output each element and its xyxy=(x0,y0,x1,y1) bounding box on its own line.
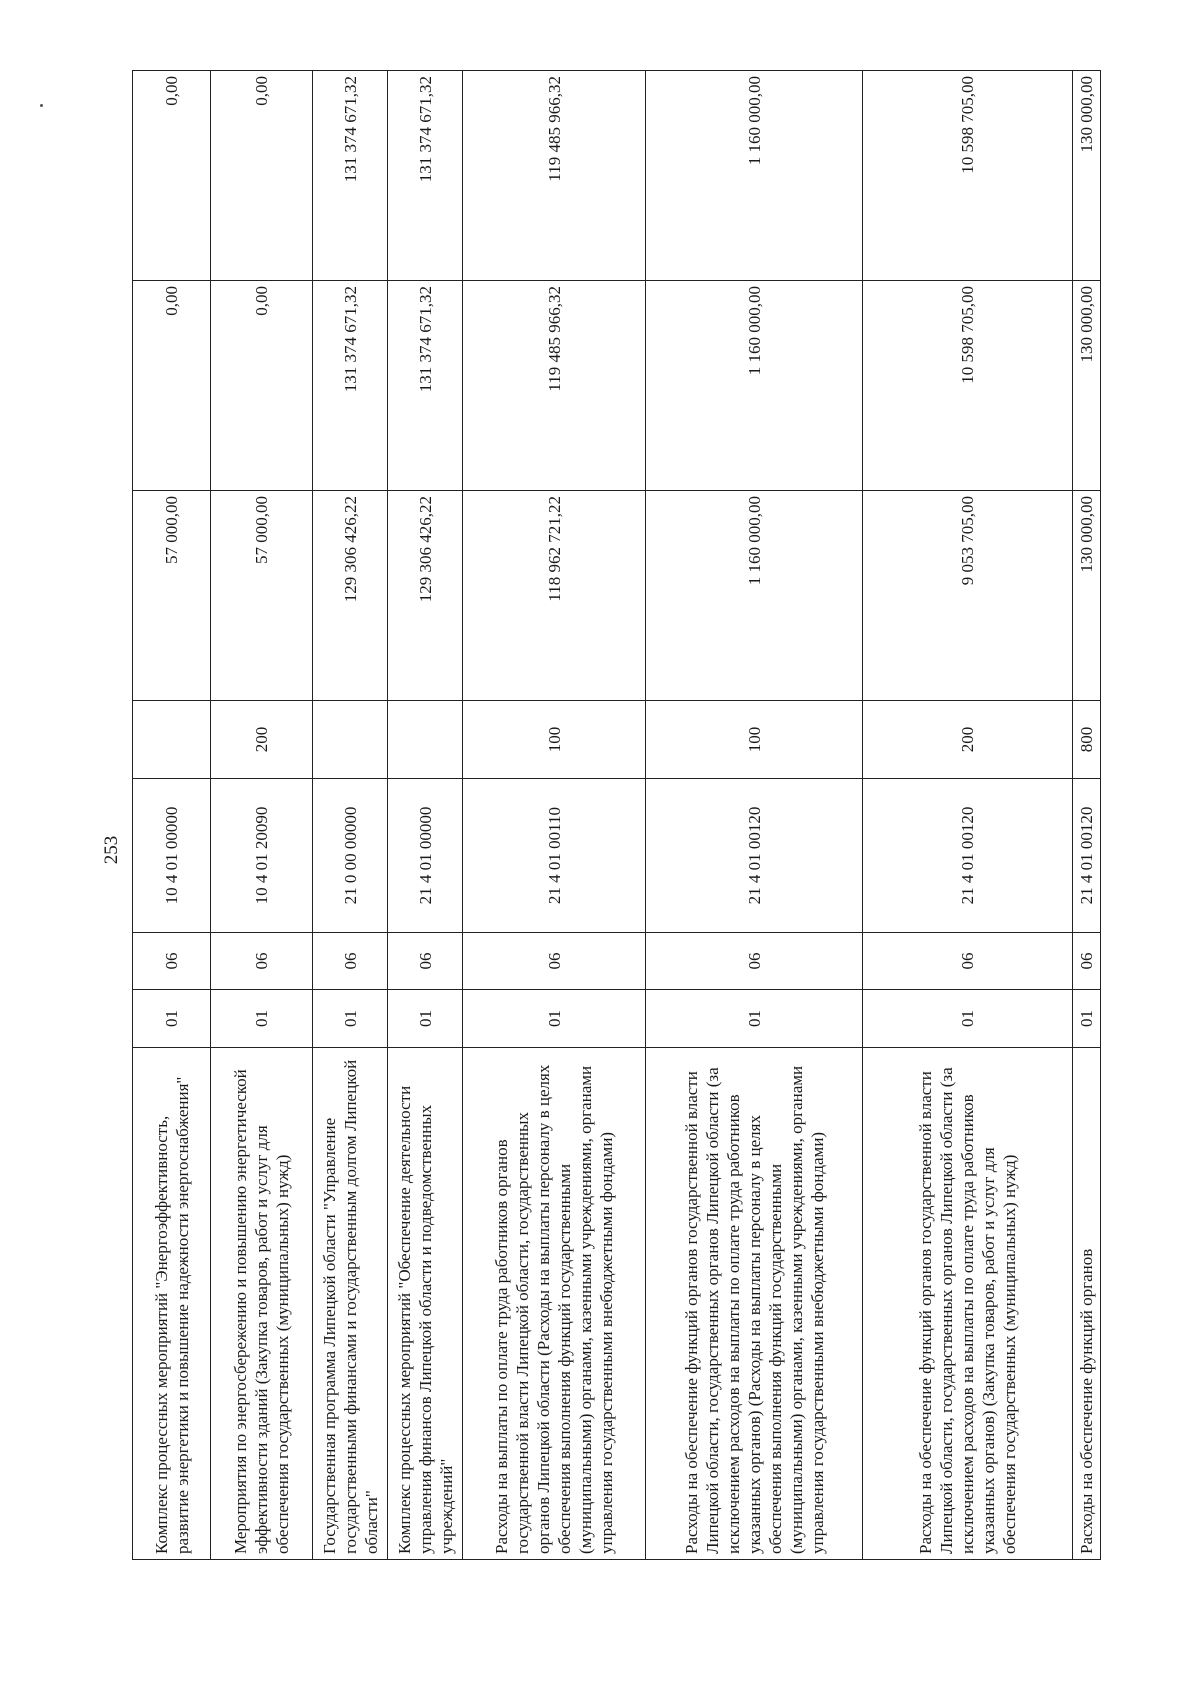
amount-year-1: 57 000,00 xyxy=(211,491,313,701)
target-article: 21 4 01 00120 xyxy=(863,779,1073,933)
amount-year-3: 131 374 671,32 xyxy=(313,71,388,281)
table-row xyxy=(133,71,211,1560)
table-row xyxy=(313,71,388,1560)
subsection-code: 06 xyxy=(463,933,646,990)
section-code: 01 xyxy=(463,990,646,1048)
target-article: 21 4 01 00120 xyxy=(1073,779,1101,933)
amount-year-1: 9 053 705,00 xyxy=(863,491,1073,701)
target-article: 21 4 01 00120 xyxy=(646,779,863,933)
amount-year-3: 131 374 671,32 xyxy=(388,71,463,281)
table-row xyxy=(388,71,463,1560)
target-article: 21 4 01 00000 xyxy=(388,779,463,933)
table-row xyxy=(863,71,1073,1560)
section-code: 01 xyxy=(388,990,463,1048)
expense-name: Расходы на обеспечение функций органов государственной власти Липецкой области, государственных органов Липецкой области (за исключением расходов на выплаты по оплате труда работников указанных органов) (Расходы на выплаты персоналу в целях обеспечения выполнения функций государственными (муниципальными) органами, казенными учреждениями, органами управления государственными внебюджетными фондами) xyxy=(646,1048,863,1560)
subsection-code: 06 xyxy=(133,933,211,990)
amount-year-2: 0,00 xyxy=(133,281,211,491)
amount-year-2: 10 598 705,00 xyxy=(863,281,1073,491)
amount-year-2: 131 374 671,32 xyxy=(313,281,388,491)
subsection-code: 06 xyxy=(863,933,1073,990)
expense-type xyxy=(388,701,463,779)
expense-name: Комплекс процессных мероприятий "Энергоэффективность, развитие энергетики и повышение надежности энергоснабжения" xyxy=(133,1048,211,1560)
expense-type xyxy=(313,701,388,779)
amount-year-2: 130 000,00 xyxy=(1073,281,1101,491)
amount-year-1: 118 962 721,22 xyxy=(463,491,646,701)
amount-year-1: 130 000,00 xyxy=(1073,491,1101,701)
scan-speck xyxy=(40,104,43,107)
expense-type: 200 xyxy=(211,701,313,779)
expense-name: Мероприятия по энергосбережению и повышению энергетической эффективности зданий (Закупка товаров, работ и услуг для обеспечения государственных (муниципальных) нужд) xyxy=(211,1048,313,1560)
target-article: 21 0 00 00000 xyxy=(313,779,388,933)
subsection-code: 06 xyxy=(388,933,463,990)
expense-type: 200 xyxy=(863,701,1073,779)
subsection-code: 06 xyxy=(313,933,388,990)
expense-type: 800 xyxy=(1073,701,1101,779)
amount-year-3: 0,00 xyxy=(211,71,313,281)
amount-year-3: 130 000,00 xyxy=(1073,71,1101,281)
amount-year-3: 0,00 xyxy=(133,71,211,281)
amount-year-1: 129 306 426,22 xyxy=(388,491,463,701)
subsection-code: 06 xyxy=(211,933,313,990)
expense-name: Комплекс процессных мероприятий "Обеспечение деятельности управления финансов Липецкой области и подведомственных учреждений" xyxy=(388,1048,463,1560)
expense-name: Расходы на выплаты по оплате труда работников органов государственной власти Липецкой области, государственных органов Липецкой области (Расходы на выплаты персоналу в целях обеспечения выполнения функций государственными (муниципальными) органами, казенными учреждениями, органами управления государственными внебюджетными фондами) xyxy=(463,1048,646,1560)
amount-year-2: 0,00 xyxy=(211,281,313,491)
expense-type xyxy=(133,701,211,779)
page-number: 253 xyxy=(101,835,122,865)
section-code: 01 xyxy=(133,990,211,1048)
amount-year-2: 119 485 966,32 xyxy=(463,281,646,491)
amount-year-1: 1 160 000,00 xyxy=(646,491,863,701)
table-row xyxy=(646,71,863,1560)
section-code: 01 xyxy=(646,990,863,1048)
section-code: 01 xyxy=(1073,990,1101,1048)
subsection-code: 06 xyxy=(1073,933,1101,990)
expense-name: Расходы на обеспечение функций органов xyxy=(1073,1048,1101,1560)
amount-year-2: 131 374 671,32 xyxy=(388,281,463,491)
target-article: 21 4 01 00110 xyxy=(463,779,646,933)
amount-year-3: 10 598 705,00 xyxy=(863,71,1073,281)
target-article: 10 4 01 20090 xyxy=(211,779,313,933)
section-code: 01 xyxy=(863,990,1073,1048)
amount-year-3: 119 485 966,32 xyxy=(463,71,646,281)
amount-year-1: 57 000,00 xyxy=(133,491,211,701)
target-article: 10 4 01 00000 xyxy=(133,779,211,933)
expense-name: Расходы на обеспечение функций органов государственной власти Липецкой области, государственных органов Липецкой области (за исключением расходов на выплаты по оплате труда работников указанных органов) (Закупка товаров, работ и услуг для обеспечения государственных (муниципальных) нужд) xyxy=(863,1048,1073,1560)
section-code: 01 xyxy=(211,990,313,1048)
expense-type: 100 xyxy=(646,701,863,779)
amount-year-3: 1 160 000,00 xyxy=(646,71,863,281)
table-row xyxy=(211,71,313,1560)
expense-name: Государственная программа Липецкой области "Управление государственными финансами и государственным долгом Липецкой области" xyxy=(313,1048,388,1560)
rotated-table-container xyxy=(132,70,1100,1560)
amount-year-1: 129 306 426,22 xyxy=(313,491,388,701)
table-row xyxy=(463,71,646,1560)
subsection-code: 06 xyxy=(646,933,863,990)
amount-year-2: 1 160 000,00 xyxy=(646,281,863,491)
expense-type: 100 xyxy=(463,701,646,779)
section-code: 01 xyxy=(313,990,388,1048)
budget-table xyxy=(132,70,1101,1560)
table-row xyxy=(1073,71,1101,1560)
